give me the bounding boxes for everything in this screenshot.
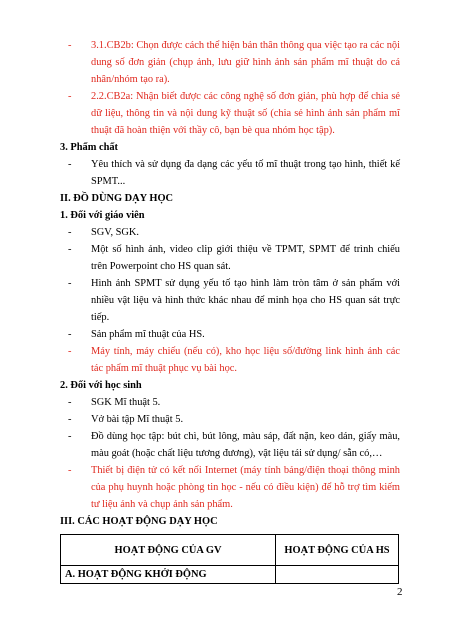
section-heading-qualities: 3. Phẩm chất [60, 142, 119, 153]
table-header-row [61, 535, 399, 566]
student-item-text: Vở bài tập Mĩ thuật 5. [91, 414, 184, 425]
objective-text: 3.1.CB2b: Chọn được cách thể hiện bản thân thông qua việc tạo ra các nội dung số đơn giản (chụp ảnh, lưu giữ hình ảnh sản phẩm mĩ thuật do cá nhân/nhóm tạo ra). [91, 40, 400, 85]
objective-2-2 [60, 88, 400, 139]
student-item-text: Đồ dùng học tập: bút chì, bút lông, màu sáp, đất nặn, keo dán, giấy màu, màu goát (hoặc chất liệu tương đương), vật liệu tái sử dụng/ sẵn có,… [91, 431, 400, 459]
bullet-dash: - [68, 431, 72, 442]
student-item [60, 394, 400, 411]
student-item-text: Thiết bị điện tử có kết nối Internet (máy tính bảng/điện thoại thông minh của phụ huynh hoặc phòng tin học - nếu có điều kiện) để hỗ trợ tìm kiếm tư liệu ảnh và chụp ảnh sản phẩm. [91, 465, 400, 510]
teacher-item [60, 326, 400, 343]
page-content [60, 37, 400, 530]
teacher-item [60, 224, 400, 241]
section-heading-activities: III. CÁC HOẠT ĐỘNG DẠY HỌC [60, 516, 218, 527]
bullet-dash: - [68, 414, 72, 425]
quality-text: Yêu thích và sử dụng đa dạng các yếu tố mĩ thuật trong tạo hình, thiết kế SPMT... [91, 159, 400, 187]
teacher-item-text: Máy tính, máy chiếu (nếu có), kho học liệu số/đường link hình ảnh các tác phẩm mĩ thuật phục vụ bài học. [91, 346, 400, 374]
objective-text: 2.2.CB2a: Nhận biết được các công nghệ số đơn giản, phù hợp để chia sẻ dữ liệu, thông tin và nội dung kỹ thuật số (chia sẻ hình ảnh sản phẩm mĩ thuật đã hoàn thiện với thầy cô, bạn bè qua nhóm học tập). [91, 91, 400, 136]
table-cell-empty [276, 566, 399, 584]
bullet-dash: - [68, 465, 72, 476]
column-header-teacher: HOẠT ĐỘNG CỦA GV [61, 535, 276, 566]
bullet-dash: - [68, 159, 72, 170]
bullet-dash: - [68, 397, 72, 408]
section-heading-materials: II. ĐỒ DÙNG DẠY HỌC [60, 193, 174, 204]
subheading-teacher: 1. Đối với giáo viên [60, 210, 145, 221]
student-item-text: SGK Mĩ thuật 5. [91, 397, 161, 408]
bullet-dash: - [68, 329, 72, 340]
page-number: 2 [397, 586, 403, 598]
bullet-dash: - [68, 278, 72, 289]
quality-item [60, 156, 400, 190]
student-item [60, 411, 400, 428]
teacher-item [60, 275, 400, 326]
bullet-dash: - [68, 346, 72, 357]
column-header-student: HOẠT ĐỘNG CỦA HS [276, 535, 399, 566]
bullet-dash: - [68, 227, 72, 238]
table-row [61, 566, 399, 584]
bullet-dash: - [68, 91, 72, 102]
teacher-item [60, 343, 400, 377]
subheading-student: 2. Đối với học sinh [60, 380, 142, 391]
teacher-item-text: Một số hình ảnh, video clip giới thiệu về TPMT, SPMT để trình chiếu trên Powerpoint cho HS quan sát. [91, 244, 400, 272]
activities-table [60, 534, 399, 584]
bullet-dash: - [68, 40, 72, 51]
student-item [60, 462, 400, 513]
teacher-item-text: SGV, SGK. [91, 227, 140, 238]
bullet-dash: - [68, 244, 72, 255]
teacher-item-text: Hình ảnh SPMT sử dụng yếu tố tạo hình làm tròn tâm ở sản phẩm với nhiều vật liệu và hình thức khác nhau để minh họa cho HS quan sát trực tiếp. [91, 278, 400, 323]
objective-3-1 [60, 37, 400, 88]
row-label-warmup: A. HOẠT ĐỘNG KHỞI ĐỘNG [61, 566, 276, 584]
teacher-item-text: Sản phẩm mĩ thuật của HS. [91, 329, 205, 340]
teacher-item [60, 241, 400, 275]
student-item [60, 428, 400, 462]
